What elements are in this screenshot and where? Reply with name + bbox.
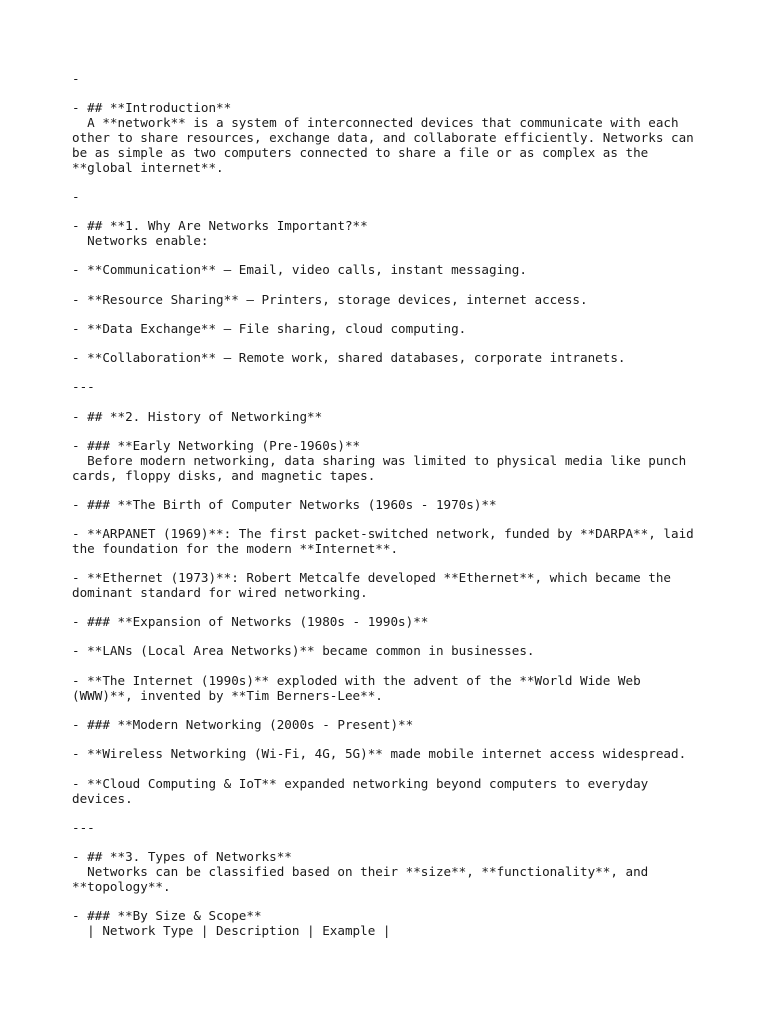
- document-line: - **Ethernet (1973)**: Robert Metcalfe developed **Ethernet**, which became the: [72, 570, 671, 585]
- document-line: (WWW)**, invented by **Tim Berners-Lee**.: [72, 688, 383, 703]
- document-line: be as simple as two computers connected to share a file or as complex as the: [72, 145, 649, 160]
- document-line: - ### **Modern Networking (2000s - Present)**: [72, 717, 414, 732]
- document-line: - **The Internet (1990s)** exploded with the advent of the **World Wide Web: [72, 673, 641, 688]
- document-line: - ## **3. Types of Networks**: [72, 849, 292, 864]
- document-line: | Network Type | Description | Example |: [72, 923, 391, 938]
- document-line: - **Wireless Networking (Wi-Fi, 4G, 5G)** made mobile internet access widespread.: [72, 746, 687, 761]
- document-line: - **Data Exchange** – File sharing, cloud computing.: [72, 321, 467, 336]
- document-line: Networks can be classified based on their **size**, **functionality**, and: [72, 864, 649, 879]
- document-line: cards, floppy disks, and magnetic tapes.: [72, 468, 376, 483]
- document-line: -: [72, 189, 80, 204]
- document-line: other to share resources, exchange data, and collaborate efficiently. Networks can: [72, 130, 694, 145]
- document-line: ---: [72, 379, 95, 394]
- document-line: - ### **The Birth of Computer Networks (1960s - 1970s)**: [72, 497, 497, 512]
- document-line: devices.: [72, 791, 133, 806]
- document-line: - ## **Introduction**: [72, 100, 232, 115]
- document-line: - **Cloud Computing & IoT** expanded networking beyond computers to everyday: [72, 776, 649, 791]
- document-line: - **Collaboration** – Remote work, shared databases, corporate intranets.: [72, 350, 626, 365]
- document-line: Before modern networking, data sharing was limited to physical media like punch: [72, 453, 687, 468]
- document-line: ---: [72, 820, 95, 835]
- document-line: - ### **Expansion of Networks (1980s - 1990s)**: [72, 614, 429, 629]
- document-line: -: [72, 71, 80, 86]
- document-line: - ### **Early Networking (Pre-1960s)**: [72, 438, 361, 453]
- document-line: - **ARPANET (1969)**: The first packet-switched network, funded by **DARPA**, laid: [72, 526, 694, 541]
- document-line: dominant standard for wired networking.: [72, 585, 368, 600]
- document-line: the foundation for the modern **Internet**.: [72, 541, 399, 556]
- document-line: A **network** is a system of interconnected devices that communicate with each: [72, 115, 679, 130]
- document-line: - **LANs (Local Area Networks)** became common in businesses.: [72, 643, 535, 658]
- document-line: - ## **1. Why Are Networks Important?**: [72, 218, 368, 233]
- document-line: **global internet**.: [72, 160, 224, 175]
- document-line: - **Communication** – Email, video calls, instant messaging.: [72, 262, 527, 277]
- document-line: - ### **By Size & Scope**: [72, 908, 262, 923]
- document-line: **topology**.: [72, 879, 171, 894]
- document-line: - ## **2. History of Networking**: [72, 409, 323, 424]
- document-line: - **Resource Sharing** – Printers, storage devices, internet access.: [72, 292, 588, 307]
- document-line: Networks enable:: [72, 233, 209, 248]
